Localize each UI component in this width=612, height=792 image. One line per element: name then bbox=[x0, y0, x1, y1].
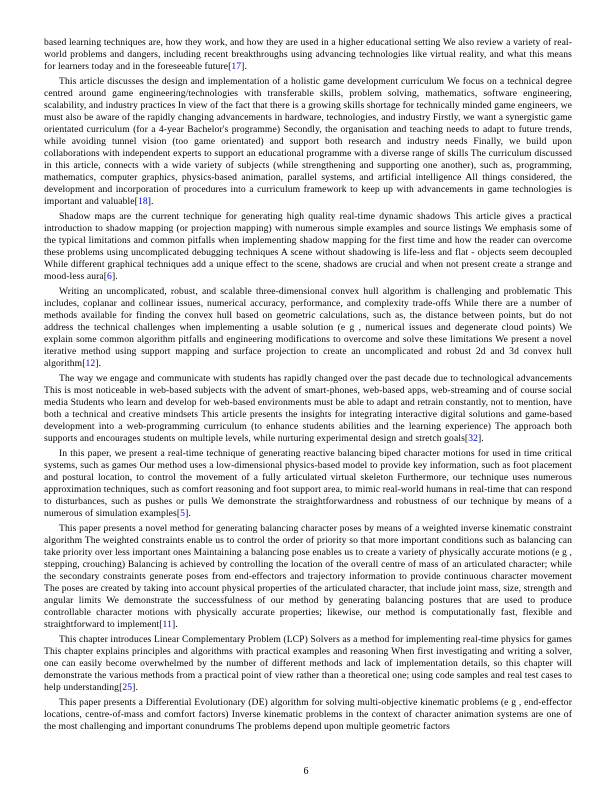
citation-link[interactable]: 12 bbox=[85, 358, 96, 369]
paragraph: This chapter introduces Linear Complementary Problem (LCP) Solvers as a method for implementing real-time physics for games This chapter explains principles and algorithms with practical examples and reasoning When first investigating and writing a solver, one can easily become overwhelmed by the number of different methods and lack of implementation details, so this chapter will demonstrate the various methods from a practical point of view rather than a theoretical one; using code samples and real test cases to help understanding[25]. bbox=[44, 634, 572, 693]
page-number: 6 bbox=[303, 766, 309, 777]
citation-link[interactable]: 25 bbox=[122, 682, 133, 693]
citation-link[interactable]: 11 bbox=[162, 619, 172, 630]
citation-link[interactable]: 6 bbox=[107, 271, 112, 282]
paragraph: This article discusses the design and implementation of a holistic game development curriculum We focus on a technical degree centred around game engineering/technologies with transferable skills, problem solving, mathematics, software engineering, scalability, and industry practices In view of the fact that there is a growing skills shortage for technically minded game engineers, we must also be aware of the rapidly changing advancements in hardware, technologies, and industry Firstly, we want a synergistic game orientated curriculum (for a 4-year Bachelor's programme) Secondly, the organisation and teaching needs to adapt to future trends, while avoiding tunnel vision (too game orientated) and support both research and industry needs Finally, we build upon collaborations with independent experts to support an educational programme with a diverse range of skills The curriculum discussed in this article, connects with a wide variety of subjects (while strengthening and supporting one another), such as, programming, mathematics, computer graphics, physics-based animation, parallel systems, and artificial intelligence All things considered, the development and incorporation of procedures into a curriculum framework to keep up with advancements in game technologies is important and valuable[18]. bbox=[44, 76, 572, 207]
paragraph: Shadow maps are the current technique for generating high quality real-time dynamic shadows This article gives a practical introduction to shadow mapping (or projection mapping) with numerous simple examples and source listings We emphasis some of the typical limitations and common pitfalls when implementing shadow mapping for the first time and how the reader can overcome these problems using uncomplicated debugging techniques A scene without shadowing is life-less and flat - objects seem decoupled While different graphical techniques add a unique effect to the scene, shadows are crucial and when not present create a strange and mood-less aura[6]. bbox=[44, 211, 572, 282]
paragraph: In this paper, we present a real-time technique of generating reactive balancing biped character motions for used in time critical systems, such as games Our method uses a low-dimensional physics-based model to provide key information, such as foot placement and postural location, to control the movement of a fully articulated virtual skeleton Furthermore, our technique uses numerous approximation techniques, such as comfort reasoning and foot support area, to mimic real-world humans in real-time that can respond to disturbances, such as pushes or pulls We demonstrate the straightforwardness and robustness of our technique by means of a numerous of simulation examples[5]. bbox=[44, 448, 572, 519]
paragraph: The way we engage and communicate with students has rapidly changed over the past decade due to technological advancements This is most noticeable in web-based subjects with the advent of smart-phones, web-based apps, web-streaming and of course social media Students who learn and develop for web-based environments must be able to adapt and retrain constantly, not to mention, have both a technical and creative mindsets This article presents the insights for integrating interactive digital solutions and game-based development into a web-programming curriculum (to enhance students abilities and the learning experience) The approach both supports and encourages students on multiple levels, while nurturing experimental design and stretch goals[32]. bbox=[44, 373, 572, 444]
paragraph: This paper presents a novel method for generating balancing character poses by means of a weighted inverse kinematic constraint algorithm The weighted constraints enable us to control the order of priority so that more important conditions such as balancing can take priority over less important ones Maintaining a balancing pose enables us to create a variety of physically accurate motions (e g , stepping, crouching) Balancing is achieved by controlling the location of the overall centre of mass of an articulated character; while the secondary constraints generate poses from end-effectors and trajectory information to provide continuous character movement The poses are created by taking into account physical properties of the articulated character, that include joint mass, size, strength and angular limits We demonstrate the successfulness of our method by generating balancing postures that are used to produce controllable character motions with physically accurate properties; likewise, our method is computationally fast, flexible and straightforward to implement[11]. bbox=[44, 523, 572, 630]
paragraph: This paper presents a Differential Evolutionary (DE) algorithm for solving multi-objective kinematic problems (e g , end-effector locations, centre-of-mass and comfort factors) Inverse kinematic problems in the context of character animation systems are one of the most challenging and important conundrums The problems depend upon multiple geometric factors bbox=[44, 697, 572, 732]
citation-link[interactable]: 17 bbox=[231, 61, 242, 72]
paragraph: Writing an uncomplicated, robust, and scalable three-dimensional convex hull algorithm is challenging and problematic This includes, coplanar and collinear issues, numerical accuracy, performance, and complexity trade-offs While there are a number of methods available for finding the convex hull based on geometric calculations, such as, the distance between points, but do not address the technical challenges when implementing a usable solution (e g , numerical issues and degenerate cloud points) We explain some common algorithm pitfalls and engineering modifications to overcome and solve these limitations We present a novel iterative method using support mapping and surface projection to create an uncomplicated and robust 2d and 3d convex hull algorithm[12]. bbox=[44, 286, 572, 369]
text-block bbox=[44, 37, 572, 733]
citation-link[interactable]: 18 bbox=[137, 196, 148, 207]
citation-link[interactable]: 32 bbox=[468, 433, 478, 444]
citation-link[interactable]: 5 bbox=[180, 508, 186, 519]
paragraph: based learning techniques are, how they work, and how they are used in a higher educational setting We also review a variety of real-world problems and dangers, including recent breakthroughs using advancing technologies like virtual reality, and what this means for learners today and in the foreseeable future[17]. bbox=[44, 37, 572, 72]
